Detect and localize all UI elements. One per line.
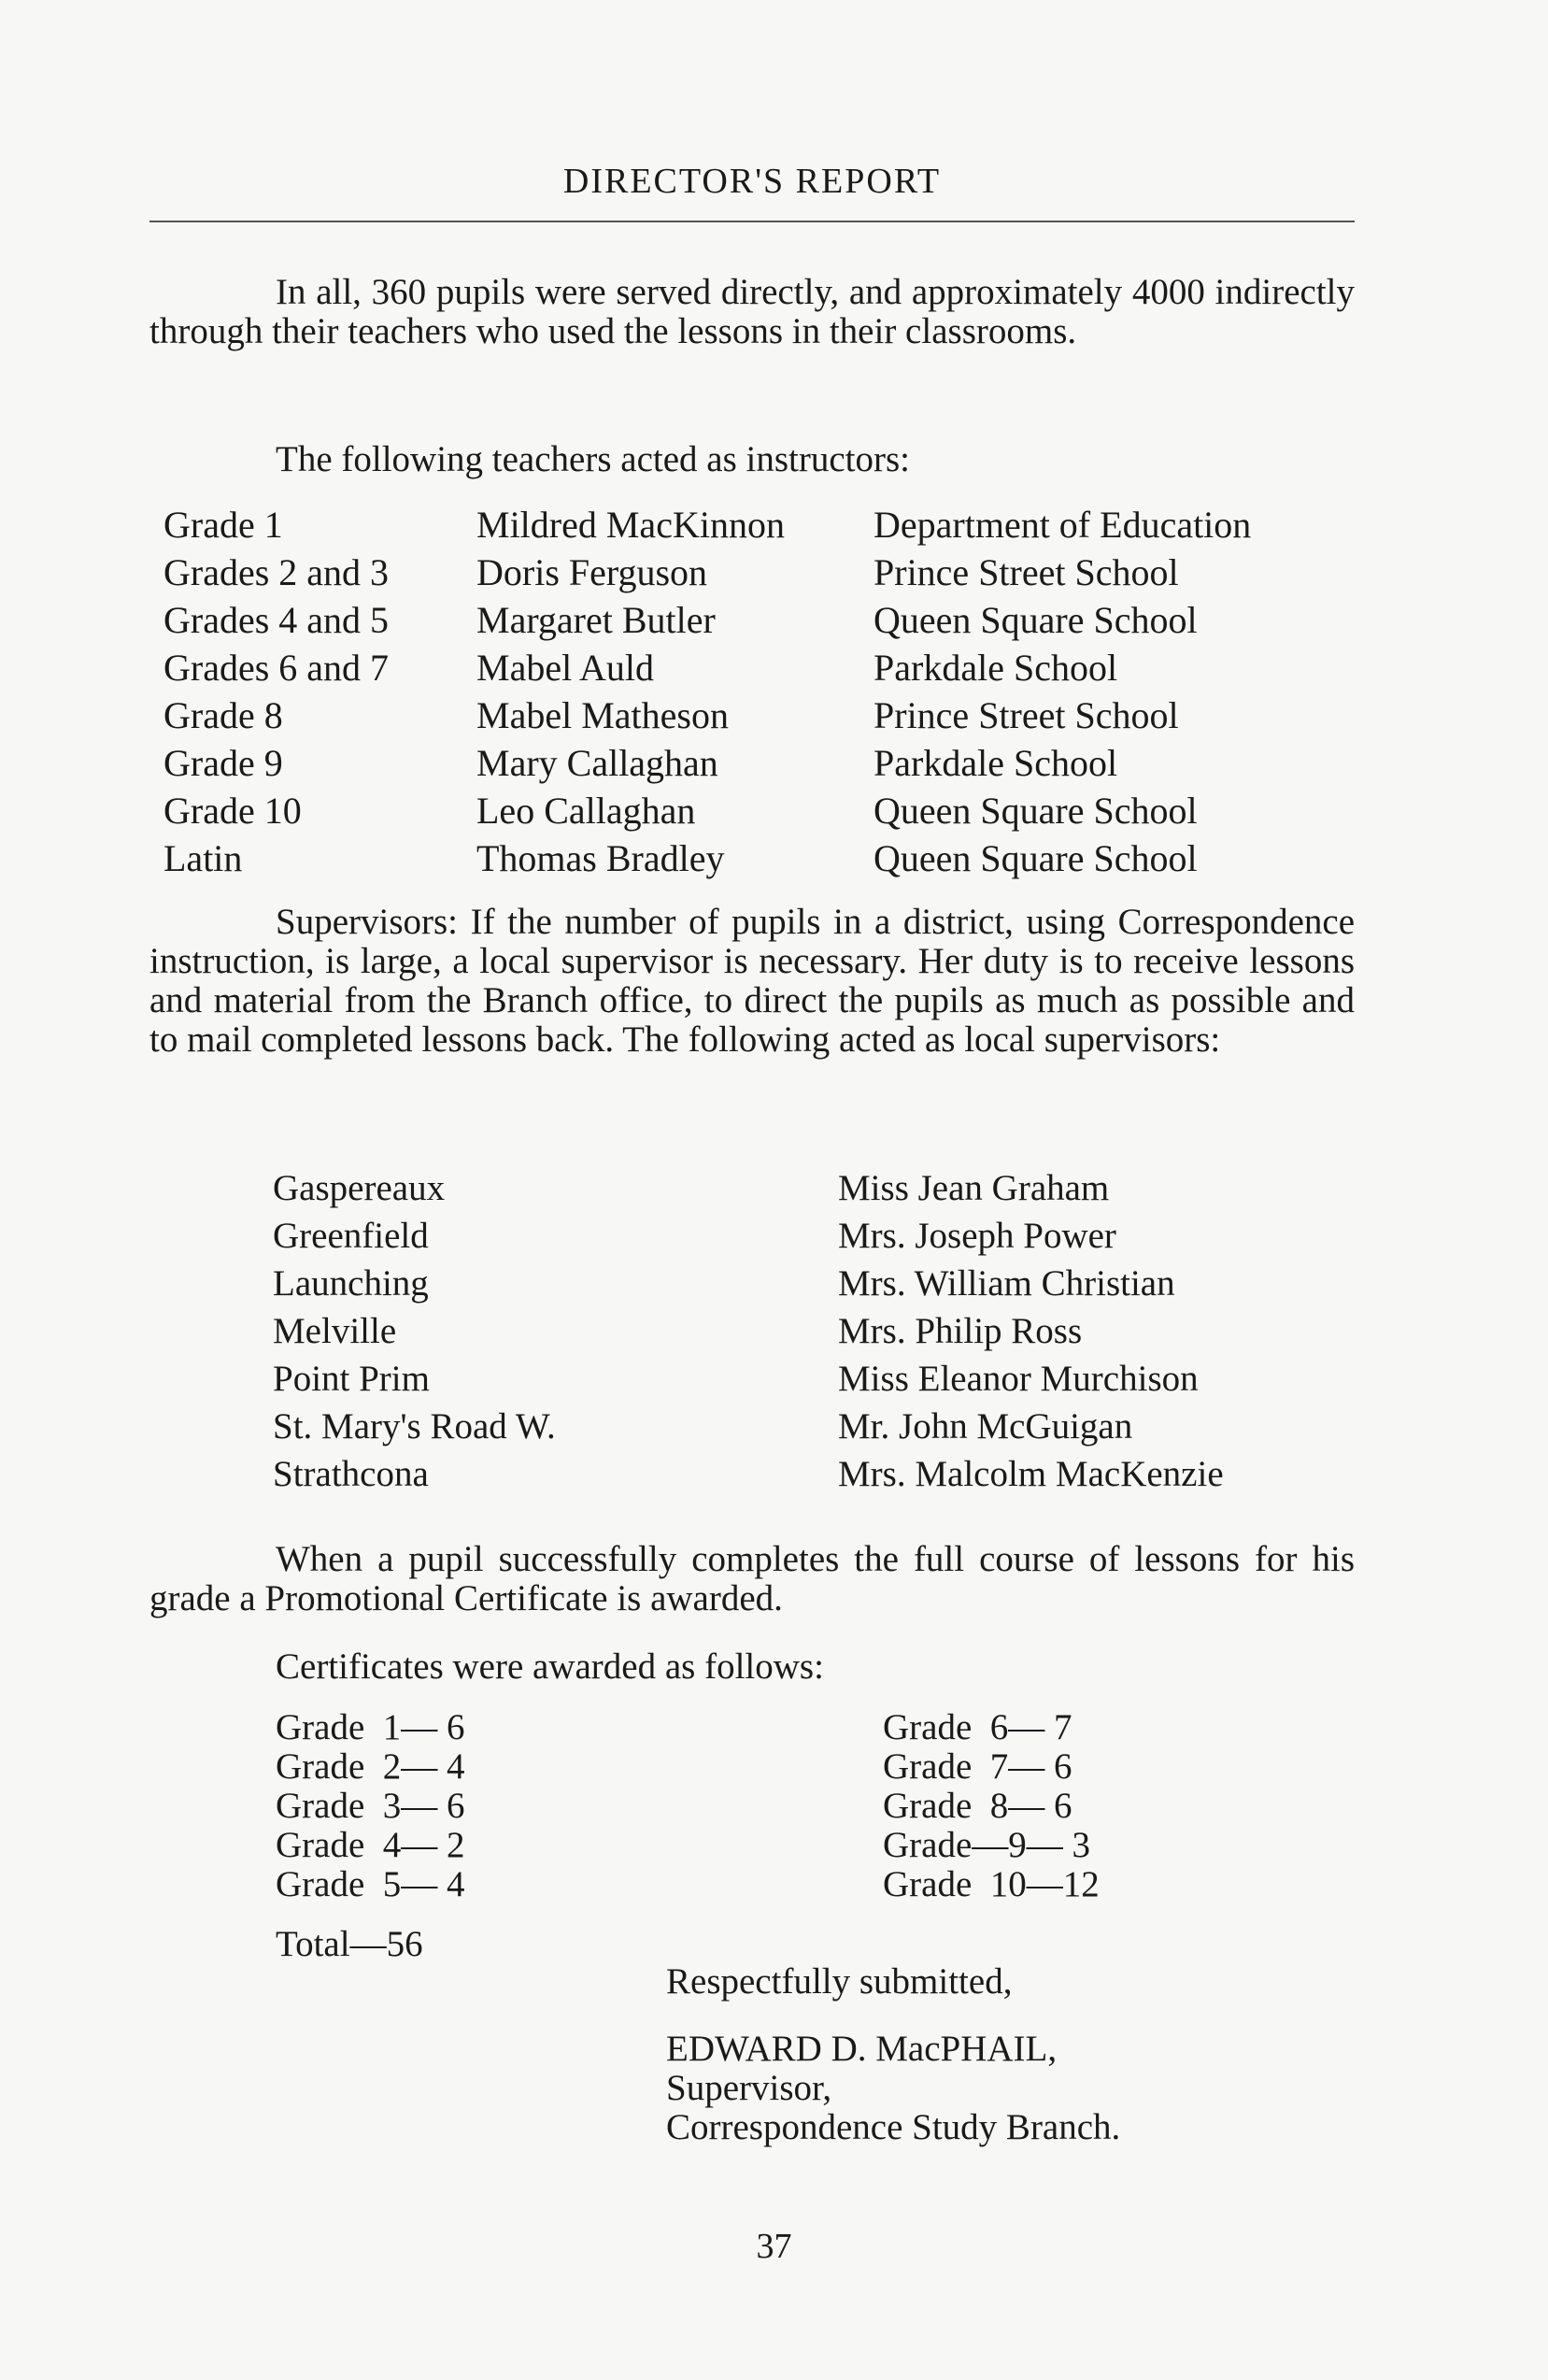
instructor-name: Doris Ferguson <box>476 551 708 593</box>
header-rule <box>149 221 1355 222</box>
instructor-grade: Grades 2 and 3 <box>163 551 390 593</box>
instructor-name: Thomas Bradley <box>476 837 725 879</box>
instructor-grade: Grades 4 and 5 <box>163 599 390 641</box>
instructor-row <box>163 741 1251 789</box>
certificate-count: Grade 6— 7 <box>883 1707 1072 1747</box>
supervisor-district: Greenfield <box>273 1216 429 1256</box>
certificates-total: Total—56 <box>276 1924 423 1964</box>
instructor-school: Queen Square School <box>873 599 1198 641</box>
certificates-left-column <box>276 1708 465 1904</box>
instructor-name: Mabel Matheson <box>476 694 729 736</box>
supervisor-district: Strathcona <box>273 1454 429 1494</box>
supervisor-district: Gaspereaux <box>273 1168 446 1208</box>
supervisor-name: Mr. John McGuigan <box>838 1406 1133 1447</box>
supervisor-name: Mrs. Philip Ross <box>838 1311 1083 1351</box>
instructor-row <box>163 598 1251 646</box>
supervisor-district: Melville <box>273 1311 397 1351</box>
instructor-name: Mabel Auld <box>476 647 654 689</box>
instructor-school: Queen Square School <box>873 837 1198 879</box>
instructor-school: Prince Street School <box>873 694 1179 736</box>
instructor-grade: Grade 8 <box>163 694 283 736</box>
instructor-row <box>163 789 1251 836</box>
certificate-count: Grade 4— 2 <box>276 1825 465 1865</box>
instructor-row <box>163 503 1251 550</box>
supervisor-row <box>273 1358 1224 1405</box>
instructors-lead: The following teachers acted as instructors: <box>276 439 911 479</box>
instructor-name: Leo Callaghan <box>476 790 696 832</box>
page-number: 37 <box>756 2227 792 2266</box>
instructor-school: Prince Street School <box>873 551 1179 593</box>
supervisor-row <box>273 1310 1224 1358</box>
instructor-grade: Grades 6 and 7 <box>163 647 390 689</box>
certificate-count: Grade 1— 6 <box>276 1707 465 1747</box>
supervisor-row <box>273 1453 1224 1501</box>
intro-paragraph: In all, 360 pupils were served directly, and approximately 4000 indirectly through their teachers who used the lessons in their classrooms. <box>149 272 1355 351</box>
supervisor-name: Mrs. Malcolm MacKenzie <box>838 1454 1224 1494</box>
instructor-row <box>163 550 1251 598</box>
instructor-name: Mildred MacKinnon <box>476 504 785 546</box>
instructor-name: Mary Callaghan <box>476 742 718 784</box>
supervisor-name: Mrs. Joseph Power <box>838 1216 1116 1256</box>
supervisor-name: Mrs. William Christian <box>838 1263 1175 1304</box>
instructor-school: Queen Square School <box>873 790 1198 832</box>
supervisors-table <box>273 1167 1224 1501</box>
instructor-name: Margaret Butler <box>476 599 716 641</box>
supervisor-district: St. Mary's Road W. <box>273 1406 556 1447</box>
supervisors-paragraph: Supervisors: If the number of pupils in a district, using Correspondence instruction, is large, a local supervisor is necessary. Her duty is to receive lessons and material from the Branch office, to direct the pupils as much as possible and to mail completed lessons back. The following acted as local supervisors: <box>149 902 1355 1060</box>
signature-branch: Correspondence Study Branch. <box>666 2107 1121 2147</box>
instructor-school: Parkdale School <box>873 647 1118 689</box>
instructor-school: Parkdale School <box>873 742 1118 784</box>
page-header: DIRECTOR'S REPORT <box>562 162 942 201</box>
instructor-row <box>163 646 1251 693</box>
instructor-row <box>163 693 1251 741</box>
promotional-paragraph: When a pupil successfully completes the full course of lessons for his grade a Promotional Certificate is awarded. <box>149 1539 1355 1618</box>
instructor-grade: Latin <box>163 837 243 879</box>
instructor-school: Department of Education <box>873 504 1252 546</box>
instructor-row <box>163 836 1251 884</box>
signature-closing: Respectfully submitted, <box>666 1961 1013 2002</box>
certificate-count: Grade—9— 3 <box>883 1825 1091 1865</box>
supervisor-row <box>273 1215 1224 1262</box>
certificate-count: Grade 2— 4 <box>276 1746 465 1787</box>
supervisor-name: Miss Eleanor Murchison <box>838 1359 1199 1399</box>
supervisor-row <box>273 1405 1224 1453</box>
signature-name: EDWARD D. MacPHAIL, <box>666 2029 1058 2069</box>
certificate-count: Grade 10—12 <box>883 1864 1100 1904</box>
supervisor-row <box>273 1262 1224 1310</box>
certificate-count: Grade 3— 6 <box>276 1786 465 1826</box>
instructor-grade: Grade 1 <box>163 504 283 546</box>
instructors-table <box>163 503 1251 884</box>
instructor-grade: Grade 10 <box>163 790 302 832</box>
supervisor-row <box>273 1167 1224 1215</box>
instructor-grade: Grade 9 <box>163 742 283 784</box>
signature-block <box>666 1962 1120 2147</box>
certificate-count: Grade 5— 4 <box>276 1864 465 1904</box>
certificates-right-column <box>883 1708 1100 1904</box>
supervisor-name: Miss Jean Graham <box>838 1168 1110 1208</box>
certificates-lead: Certificates were awarded as follows: <box>276 1646 824 1687</box>
supervisor-district: Launching <box>273 1263 429 1304</box>
supervisor-district: Point Prim <box>273 1359 430 1399</box>
certificate-count: Grade 7— 6 <box>883 1746 1072 1787</box>
signature-title: Supervisor, <box>666 2068 832 2108</box>
certificate-count: Grade 8— 6 <box>883 1786 1072 1826</box>
